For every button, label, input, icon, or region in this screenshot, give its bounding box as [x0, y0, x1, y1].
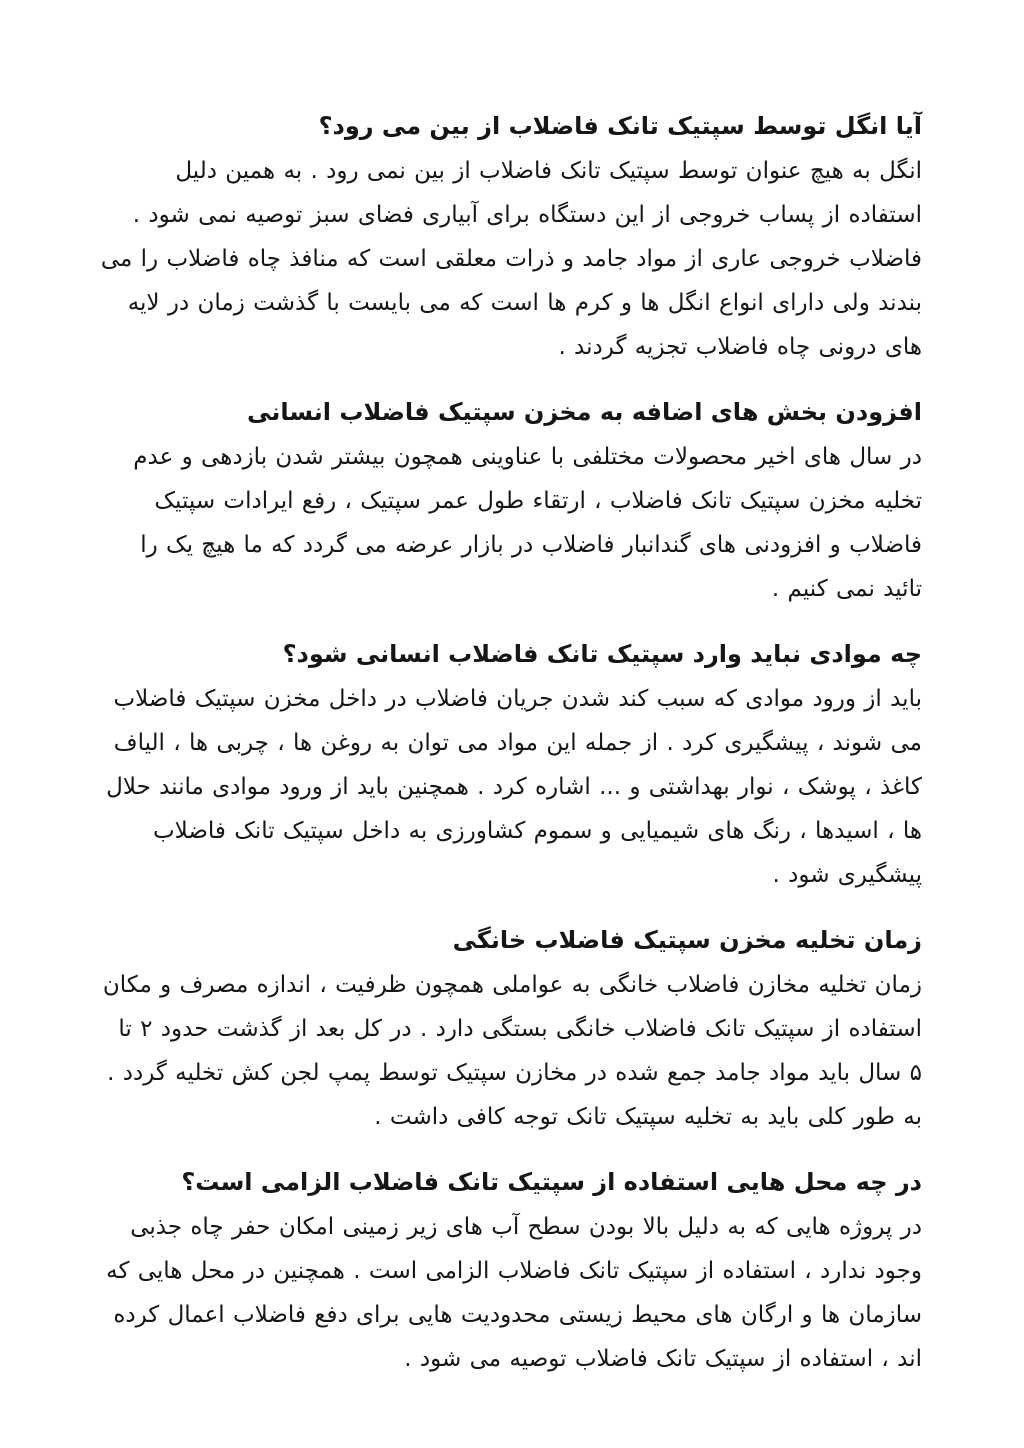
section-heading: زمان تخلیه مخزن سپتیک فاضلاب خانگی — [452, 926, 922, 954]
section-emptying-time — [98, 918, 922, 1139]
section-forbidden-materials — [98, 632, 922, 897]
section-heading: چه موادی نباید وارد سپتیک تانک فاضلاب انسانی شود؟ — [282, 640, 922, 668]
section-paragraph: زمان تخلیه مخازن فاضلاب خانگی به عواملی همچون ظرفیت ، اندازه مصرف و مکان استفاده از سپتیک تانک فاضلاب خانگی بستگی دارد . در کل بعد از گذشت حدود ۲ تا ۵ سال باید مواد جامد جمع شده در مخازن سپتیک توسط پمپ لجن کش تخلیه گردد . به طور کلی باید به تخلیه سپتیک تانک توجه کافی داشت . — [102, 972, 922, 1130]
section-mandatory-locations — [98, 1160, 922, 1381]
section-paragraph: انگل به هیچ عنوان توسط سپتیک تانک فاضلاب از بین نمی رود . به همین دلیل استفاده از پساب خروجی از این دستگاه برای آبیاری فضای سبز توصیه نمی شود . فاضلاب خروجی عاری از مواد جامد و ذرات معلقی است که منافذ چاه فاضلاب را می بندند ولی دارای انواع انگل ها و کرم ها است که می بایست با گذشت زمان در لایه های درونی چاه فاضلاب تجزیه گردند . — [100, 158, 922, 360]
section-paragraph: در سال های اخیر محصولات مختلفی با عناوینی همچون بیشتر شدن بازدهی و عدم تخلیه مخزن سپتیک تانک فاضلاب ، ارتقاء طول عمر سپتیک ، رفع ایرادات سپتیک فاضلاب و افزودنی های گندانبار فاضلاب در بازار عرضه می گردد که ما هیچ یک را تائید نمی کنیم . — [133, 444, 922, 602]
section-additives — [98, 390, 922, 611]
section-heading: آیا انگل توسط سپتیک تانک فاضلاب از بین می رود؟ — [318, 112, 922, 140]
section-paragraph: باید از ورود موادی که سبب کند شدن جریان فاضلاب در داخل مخزن سپتیک فاضلاب می شوند ، پیشگیری کرد . از جمله این مواد می توان به روغن ها ، چربی ها ، الیاف کاغذ ، پوشک ، نوار بهداشتی و ... اشاره کرد . همچنین باید از ورود موادی مانند حلال ها ، اسیدها ، رنگ های شیمیایی و سموم کشاورزی به داخل سپتیک تانک فاضلاب پیشگیری شود . — [106, 686, 922, 888]
section-heading: افزودن بخش های اضافه به مخزن سپتیک فاضلاب انسانی — [247, 398, 922, 426]
section-parasite-removal — [98, 104, 922, 369]
section-paragraph: در پروژه هایی که به دلیل بالا بودن سطح آب های زیر زمینی امکان حفر چاه جذبی وجود ندارد ، استفاده از سپتیک تانک فاضلاب الزامی است . همچنین در محل هایی که سازمان ها و ارگان های محیط زیستی محدودیت هایی برای دفع فاضلاب اعمال کرده اند ، استفاده از سپتیک تانک فاضلاب توصیه می شود . — [106, 1214, 922, 1372]
section-heading: در چه محل هایی استفاده از سپتیک تانک فاضلاب الزامی است؟ — [181, 1168, 922, 1196]
